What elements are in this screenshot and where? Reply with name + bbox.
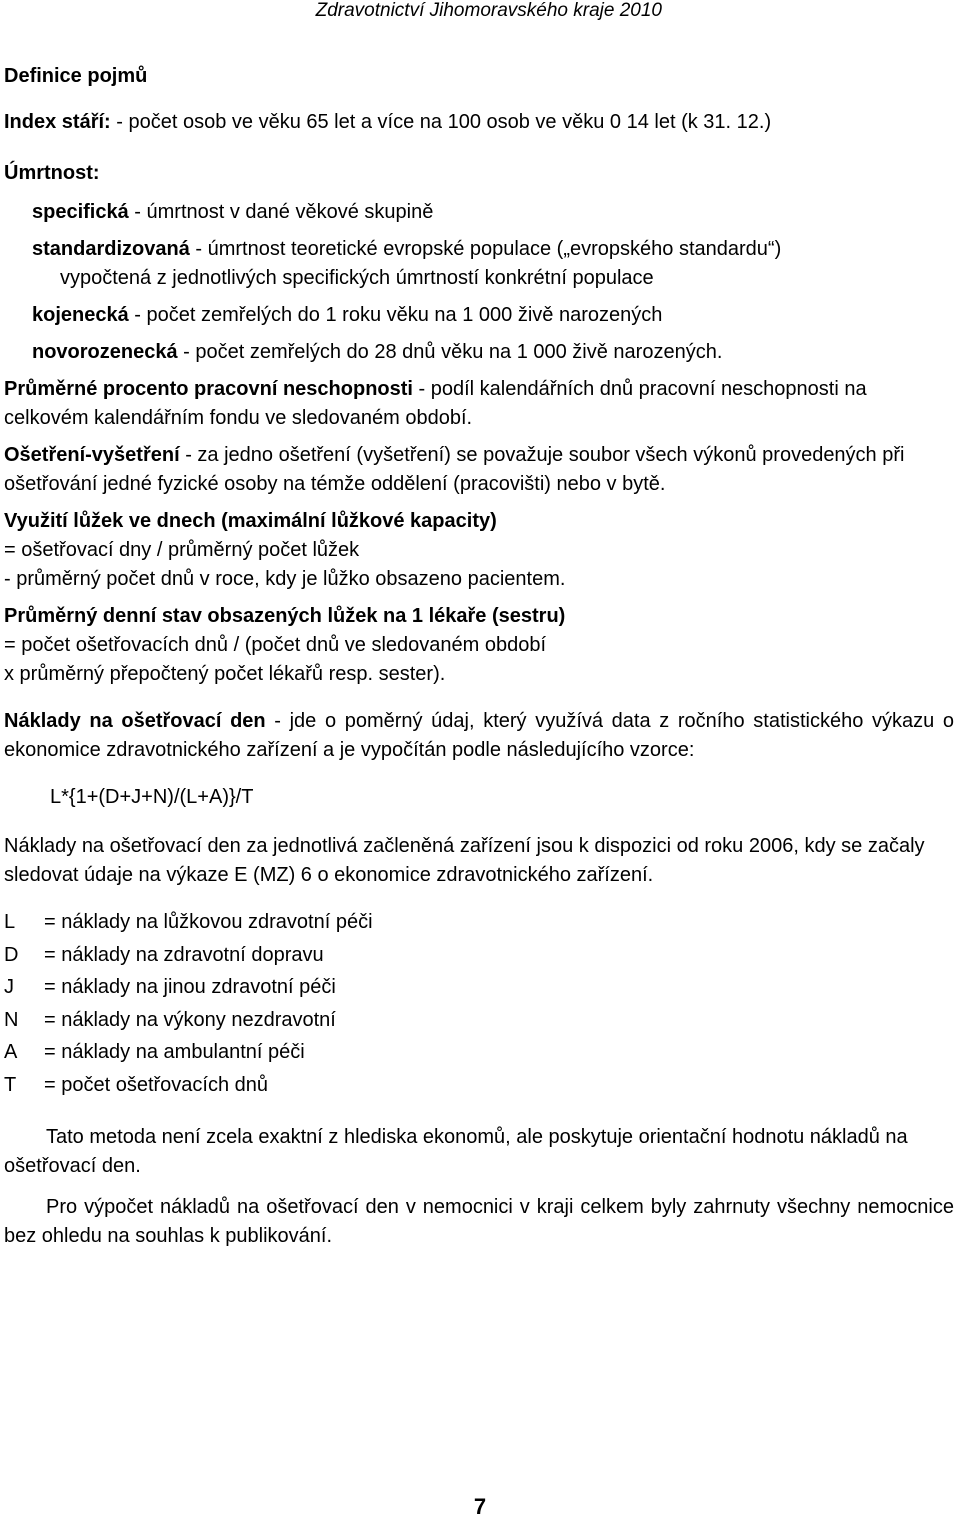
term: novorozenecká — [32, 341, 178, 363]
term: kojenecká — [32, 304, 129, 326]
vyuziti-luzek-title: Využití lůžek ve dnech (maximální lůžkové kapacity) — [4, 510, 497, 532]
legend-text: = náklady na lůžkovou zdravotní péči — [44, 911, 373, 933]
closing-paragraph-1: Tato metoda není zcela exaktní z hlediska ekonomů, ale poskytuje orientační hodnotu nákladů na ošetřovací den. — [4, 1126, 908, 1177]
legend-symbol: D — [4, 943, 19, 966]
definition-umrtnost-specificka — [4, 198, 954, 227]
legend-symbol: A — [4, 1041, 18, 1063]
definition-text: - jde o poměrný údaj, který využívá data z ročního statistického výkazu o ekonomice zdravotnického zařízení a je vypočítán podle následujícího vzorce: — [4, 710, 954, 761]
document-body — [4, 62, 954, 1251]
closing-paragraph-2: Pro výpočet nákladů na ošetřovací den v nemocnici v kraji celkem byly zahrnuty všechny nemocnice bez ohledu na souhlas k publikování. — [4, 1196, 954, 1247]
definition-text: - úmrtnost teoretické evropské populace („evropského standardu“) — [189, 238, 782, 260]
legend-symbol: N — [4, 1008, 19, 1031]
definition-text: - počet zemřelých do 28 dnů věku na 1 000 živě narozených. — [177, 341, 723, 363]
naklady-note: Náklady na ošetřovací den za jednotlivá začleněná zařízení jsou k dispozici od roku 2006, kdy se začaly sledovat údaje na výkaze E (MZ) 6 o ekonomice zdravotnického zařízení. — [4, 835, 925, 886]
legend-text: = počet ošetřovacích dnů — [44, 1073, 269, 1096]
legend-text: = náklady na jinou zdravotní péči — [44, 976, 336, 998]
vyuziti-luzek-note: - průměrný počet dnů v roce, kdy je lůžko obsazeno pacientem. — [4, 568, 566, 590]
definition-continuation: vypočtená z jednotlivých specifických úmrtností konkrétní populace — [60, 267, 654, 289]
page-number: 7 — [473, 1494, 487, 1519]
formula-legend — [4, 906, 954, 1101]
definition-text: - úmrtnost v dané věkové skupině — [128, 201, 434, 223]
definition-pracovni-neschopnost — [4, 375, 954, 433]
legend-row — [4, 1069, 954, 1102]
vyuziti-luzek-formula: = ošetřovací dny / průměrný počet lůžek — [4, 539, 360, 561]
term: Ošetření-vyšetření — [4, 444, 180, 466]
term: Průměrné procento pracovní neschopnosti — [4, 378, 413, 400]
legend-row — [4, 906, 954, 939]
definition-umrtnost-novorozenecka — [4, 338, 954, 367]
definition-text: - počet zemřelých do 1 roku věku na 1 000 živě narozených — [128, 304, 663, 326]
term: standardizovaná — [32, 238, 190, 260]
definition-naklady — [4, 707, 954, 765]
running-header: Zdravotnictví Jihomoravského kraje 2010 — [315, 0, 662, 21]
denni-stav-formula-line1: = počet ošetřovacích dnů / (počet dnů ve sledovaném období — [4, 634, 547, 656]
section-title: Definice pojmů — [4, 65, 148, 87]
legend-row — [4, 1004, 954, 1037]
legend-row — [4, 971, 954, 1004]
denni-stav-title: Průměrný denní stav obsazených lůžek na 1 lékaře (sestru) — [4, 605, 566, 627]
legend-row — [4, 1036, 954, 1069]
definition-osetreni — [4, 441, 954, 499]
legend-symbol: L — [4, 911, 16, 933]
term: Index stáří: — [4, 111, 111, 133]
naklady-formula: L*{1+(D+J+N)/(L+A)}/T — [50, 786, 254, 808]
definition-text: - podíl kalendářních dnů pracovní neschopnosti na celkovém kalendářním fondu ve sledovaném období. — [4, 378, 867, 429]
definition-text: - počet osob ve věku 65 let a více na 100 osob ve věku 0 14 let (k 31. 12.) — [110, 111, 772, 133]
legend-text: = náklady na zdravotní dopravu — [44, 943, 324, 966]
definition-text: - za jedno ošetření (vyšetření) se považuje soubor všech výkonů provedených při ošetřování jedné fyzické osoby na témže oddělení (pracovišti) nebo v bytě. — [4, 444, 905, 495]
term: specifická — [32, 201, 129, 223]
definition-umrtnost-standardizovana — [4, 235, 954, 264]
legend-row — [4, 939, 954, 972]
definition-umrtnost-kojenecka — [4, 301, 954, 330]
denni-stav-formula-line2: x průměrný přepočtený počet lékařů resp. sester). — [4, 663, 446, 685]
term: Náklady na ošetřovací den — [4, 710, 266, 732]
legend-text: = náklady na výkony nezdravotní — [44, 1008, 336, 1031]
definition-index-stari — [4, 108, 954, 137]
umrtnost-title: Úmrtnost: — [4, 162, 100, 184]
legend-symbol: J — [4, 976, 14, 998]
legend-symbol: T — [4, 1073, 17, 1096]
legend-text: = náklady na ambulantní péči — [44, 1041, 305, 1063]
